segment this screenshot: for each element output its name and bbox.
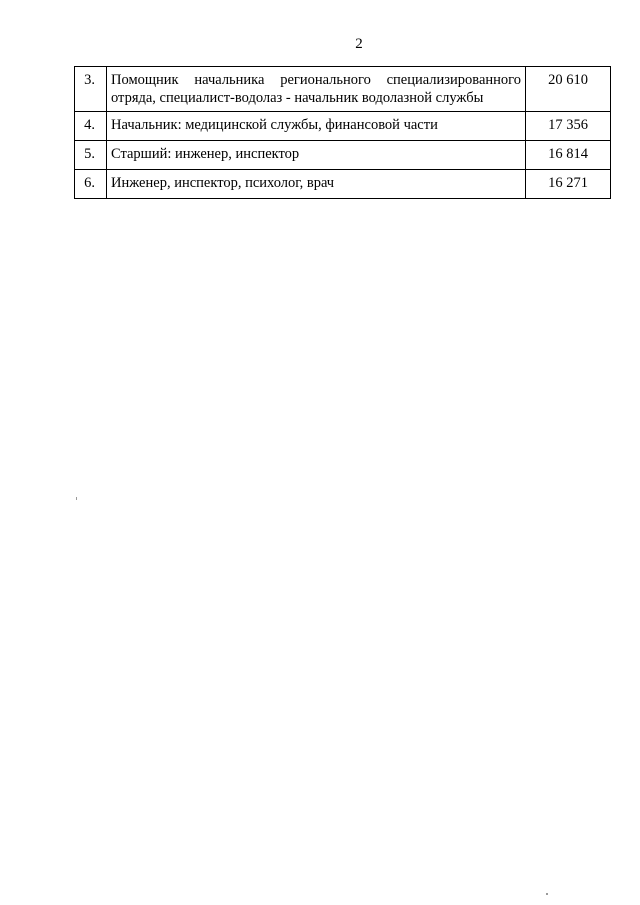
row-number: 4. <box>75 112 107 141</box>
table-row <box>75 67 611 112</box>
row-number: 6. <box>75 170 107 199</box>
salary-amount: 16 814 <box>526 141 611 170</box>
scan-speck <box>76 497 77 500</box>
salary-amount: 20 610 <box>526 67 611 112</box>
salary-amount: 16 271 <box>526 170 611 199</box>
salary-table <box>74 66 611 199</box>
row-number: 5. <box>75 141 107 170</box>
position-title: Старший: инженер, инспектор <box>107 141 526 170</box>
position-title: Инженер, инспектор, психолог, врач <box>107 170 526 199</box>
table-row <box>75 141 611 170</box>
table-row <box>75 170 611 199</box>
scan-speck <box>546 893 548 895</box>
row-number: 3. <box>75 67 107 112</box>
position-title: Помощник начальника регионального специализированного отряда, специалист-водолаз - начальник водолазной службы <box>107 67 526 112</box>
table-row <box>75 112 611 141</box>
page-number: 2 <box>355 36 363 52</box>
salary-amount: 17 356 <box>526 112 611 141</box>
position-title: Начальник: медицинской службы, финансовой части <box>107 112 526 141</box>
